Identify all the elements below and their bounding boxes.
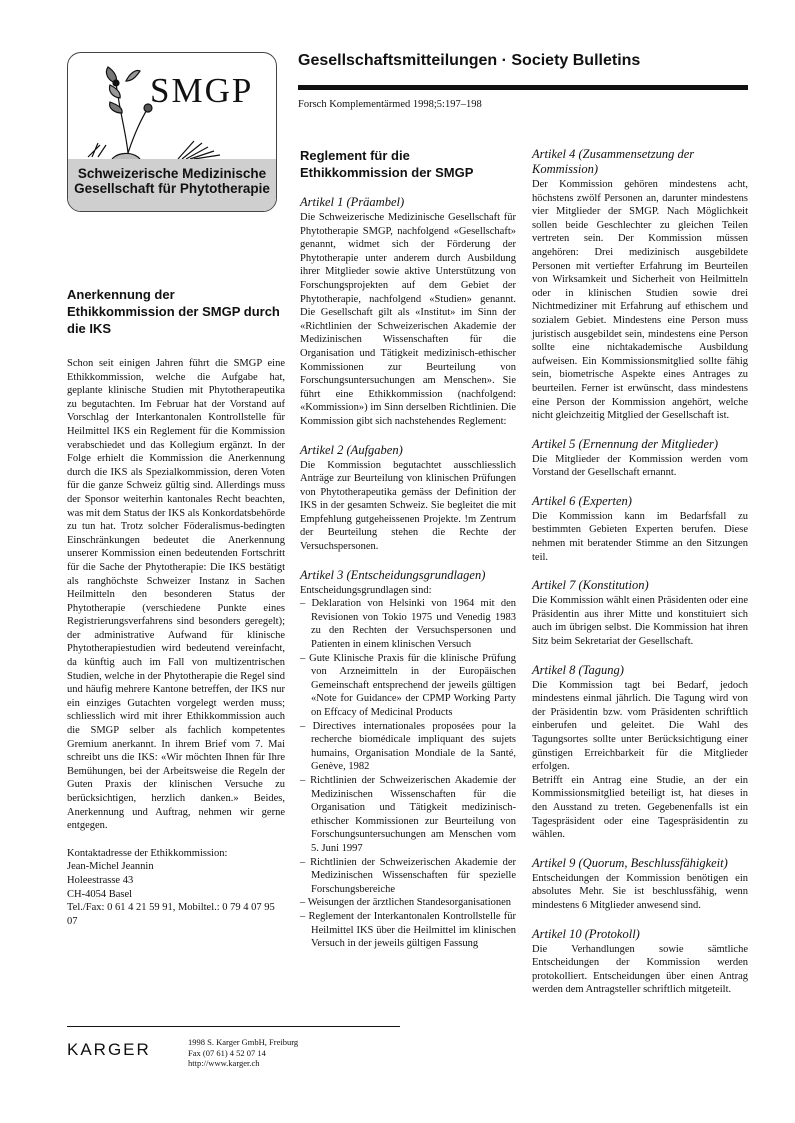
publisher-fax: Fax (07 61) 4 52 07 14 [188, 1047, 266, 1058]
logo-line-2: Gesellschaft für Phytotherapie [74, 181, 270, 196]
article-2-body: Die Kommission begutachtet ausschliesslich Anträge zur Beurteilung von klinischen Prüfungen von Phytotherapeutika gemäss der Definition der IKS in der gesamten Schweiz. Sie begleitet die mit Empfehlung gutgeheissenen Projekte. !m Zentrum der Beurteilung stehen die Rechte der Versuchspersonen. [300, 459, 516, 553]
article-heading: Anerkennung der Ethikkommission der SMGP durch die IKS [67, 287, 280, 336]
publisher-info [188, 1037, 298, 1069]
article-8-title: Artikel 8 (Tagung) [532, 662, 624, 677]
publisher-logo: KARGER [67, 1040, 151, 1059]
article-10-body: Die Verhandlungen sowie sämtliche Entscheidungen der Kommission werden protokolliert. Entscheidungen über einen Antrag werden dem Antragsteller schriftlich mitgeteilt. [532, 943, 748, 996]
footer-rule [67, 1026, 400, 1027]
journal-citation: Forsch Komplementärmed 1998;5:197–198 [298, 99, 482, 110]
right-column [532, 147, 748, 997]
middle-column [300, 147, 516, 951]
contact-line: Jean-Michel Jeannin [67, 861, 154, 873]
smgp-logo [67, 52, 277, 212]
list-item: – Directives internationales proposées pour la recherche biomédicale impliquant des sujets humains, Organisation Mondiale de la Santé, Genève, 1982 [300, 720, 517, 773]
article-1-body: Die Schweizerische Medizinische Gesellschaft für Phytotherapie SMGP, nachfolgend «Gesellschaft» genannt, widmet sich der Förderung der Phytotherapie unter anderem durch Ausbildung ihrer Mitglieder sowie aktive Unterstützung von Forschungsprojekten auf dem Gebiet der Phytotherapie, nachfolgend «Studien» genannt. Die Gesellschaft gilt als «Institut» im Sinn der «Richtlinien der Schweizerischen Akademie der Medizinischen Wissenschaften für die Organisation und Tätigkeit medizinisch-ethischer Kommissionen zur Beurteilung von Forschungsuntersuchungen am Menschen». Sie führt eine Ethikkommission (nachfolgend: «Kommission») im Sinn derselben Richtlinien. Die Kommission gibt sich nachstehendes Reglement: [300, 212, 516, 427]
contact-line: Kontaktadresse der Ethikkommission: [67, 847, 228, 859]
article-1-title: Artikel 1 (Präambel) [300, 195, 405, 209]
list-item: – Richtlinien der Schweizerischen Akademie der Medizinischen Wissenschaften für spezielle Forschungsbereiche [300, 856, 516, 895]
header-rule [298, 85, 748, 90]
article-7-title: Artikel 7 (Konstitution) [532, 578, 649, 593]
article-body: Schon seit einigen Jahren führt die SMGP eine Ethikkommission, welche die Aufgabe hat, geplante klinische Studien mit Phytotherapeutika zu begutachten. Im Februar hat der Vorstand auf Vorschlag der Interkantonalen Kontrollstelle für Heilmittel IKS ein Reglement für die Kommission verabschiedet und das Kollegium ergänzt. In der Folge erhielt die Kommission die Anerkennung durch die IKS als Spezialkommission, deren Voten für die ganze Schweiz gültig sind. Allerdings muss der Sponsor weiterhin kantonales Recht beachten, was mit dem Status der IKS als Konkordatsbehörde zu tun hat. Trotz solcher Föderalismus-bedingten Einschränkungen bedeutet die Anerkennung unserer Kommission einen bedeutenden Fortschritt für die Sache der Phytotherapie: Die IKS bestätigt als ranghöchste Schweizer Instanz in Sachen Heilmitteln den besonderen Status der Phytotherapie (verschiedene Punkte eines Registrierungsverfahrens sind besonders geregelt); der administrative Aufwand für klinische Phytotherapiestudien wird bedeutend vereinfacht, da künftig auch im Fall von multizentrischen Studien, welche in der Phytotherapie die Regel sind und häufig mehrere Kantone betreffen, der IKS nur ein einziges Gutachten vorgelegt werden muss; schliesslich wird mit ihrer Ethikkommission auch die SMGP selber als fachlich kompetentes Gremium anerkannt. In ihrem Brief vom 7. Mai schreibt uns die IKS: «Wir möchten Ihnen für Ihre Bemühungen, bei der Arbeitsweise die Regeln der Guten Praxis der klinischen Versuche zu berücksichtigen, herzlich danken.» Beides, Anerkennung und Auftrag, nehmen wir gerne entgegen. [67, 358, 285, 832]
article-5-body: Die Mitglieder der Kommission werden vom Vorstand der Gesellschaft ernannt. [532, 453, 748, 479]
logo-acronym: SMGP [150, 71, 254, 110]
article-8-body: Die Kommission tagt bei Bedarf, jedoch mindestens einmal jährlich. Die Tagung wird von der Präsidentin bzw. vom Präsidenten schriftlich einberufen und geleitet. Die Wahl des Tagungsortes sollte unter Berücksichtigung einer günstigen Erreichbarkeit für die Mitglieder erfolgen. [532, 679, 748, 773]
list-item: – Reglement der Interkantonalen Kontrollstelle für Heilmittel IKS über die Heilmittel im klinischen Versuch in der jeweils gültigen Fassung [300, 910, 517, 950]
article-8-body-2: Betrifft ein Antrag eine Studie, an der ein Kommissionsmitglied beteiligt ist, hat dieses in den Ausstand zu treten. Gegebenenfalls ist ein Tagespräsident oder eine Tagespräsidentin zu wählen. [532, 774, 748, 841]
article-9-title: Artikel 9 (Quorum, Beschlussfähigkeit) [532, 855, 728, 870]
article-3-title: Artikel 3 (Entscheidungsgrundlagen) [300, 567, 486, 582]
contact-block [67, 847, 285, 929]
logo-line-1: Schweizerische Medizinische [77, 166, 267, 181]
article-10-title: Artikel 10 (Protokoll) [532, 926, 640, 941]
contact-line: Tel./Fax: 0 61 4 21 59 91, Mobiltel.: 0 79 4 07 95 07 [67, 902, 275, 927]
publisher-copyright: 1998 S. Karger GmbH, Freiburg [188, 1037, 299, 1047]
publisher-url: http://www.karger.ch [188, 1058, 260, 1068]
article-6-body: Die Kommission kann im Bedarfsfall zu bestimmten Gebieten Experten berufen. Diese nehmen mit beratender Stimme an den Sitzungen teil. [532, 510, 748, 563]
logo-name-band [68, 159, 276, 211]
left-column [67, 286, 285, 928]
article-4-title: Artikel 4 (Zusammensetzung der Kommission) [532, 147, 695, 176]
list-item: – Weisungen der ärztlichen Standesorganisationen [300, 897, 512, 909]
section-title: Gesellschaftsmitteilungen · Society Bulletins [298, 52, 641, 69]
list-item: – Gute Klinische Praxis für die klinische Prüfung von Arzneimitteln in der Europäischen Gemeinschaft entsprechend der jeweils gültigen «Note for Guidance» der CPMP Working Party on Effcacy of Medicinal Products [300, 652, 517, 718]
list-item: – Richtlinien der Schweizerischen Akademie der Medizinischen Wissenschaften für die Organisation und Tätigkeit medizinisch-ethischer Kommissionen zur Beurteilung von Forschungsuntersuchungen am Menschen vom 5. Juni 1997 [300, 774, 516, 854]
article-4-body: Der Kommission gehören mindestens acht, höchstens zwölf Personen an, darunter mindestens vier Mitglieder der SMGP. Nach Möglichkeit sollen beide Geschlechter zu gleichen Teilen vertreten sein. Der Kommission müssen angehören: Drei medizinisch ausgebildete Personen mit vertiefter Erfahrung im Beurteilen von Wirksamkeit und Sicherheit von Heilmitteln oder in klinischen Studien sowie drei Nichtmediziner mit Erfahrung auf ethischem und sozialem Gebiet. Mindestens eine Person muss juristisch ausgebildet sein, mindestens eine Person sollte eine nichtakademische Ausbildung aufweisen. Ein Kommissionsmitglied sollte fähig sein, biometrische Aspekte eines Antrages zu beurteilen. Ferner ist erwünscht, dass mindestens eine Person der Kommission angehört, welche nicht gleichzeitig Mitglied der Gesellschaft ist. [532, 179, 748, 422]
article-5-title: Artikel 5 (Ernennung der Mitglieder) [532, 436, 719, 451]
article-6-title: Artikel 6 (Experten) [532, 493, 632, 508]
article-3-list [300, 597, 516, 950]
contact-line: Holeestrasse 43 [67, 874, 134, 886]
article-9-body: Entscheidungen der Kommission benötigen ein absolutes Mehr. Sie ist beschlussfähig, wenn mindestens 6 Mitglieder anwesend sind. [532, 872, 748, 911]
article-7-body: Die Kommission wählt einen Präsidenten oder eine Präsidentin aus ihrer Mitte und konstituiert sich auch im übrigen selbst. Die Kommission hat ihren Sitz beim Sekretariat der Gesellschaft. [532, 595, 748, 648]
list-item: – Deklaration von Helsinki von 1964 mit den Revisionen von Tokio 1975 und Venedig 1983 zu den Rechten der Versuchspersonen und Patienten in einem klinischen Versuch [300, 598, 516, 651]
article-3-intro: Entscheidungsgrundlagen sind: [300, 584, 432, 596]
reglement-heading: Reglement für die Ethikkommission der SMGP [300, 148, 474, 180]
article-2-title: Artikel 2 (Aufgaben) [300, 442, 403, 457]
contact-line: CH-4054 Basel [67, 888, 133, 900]
